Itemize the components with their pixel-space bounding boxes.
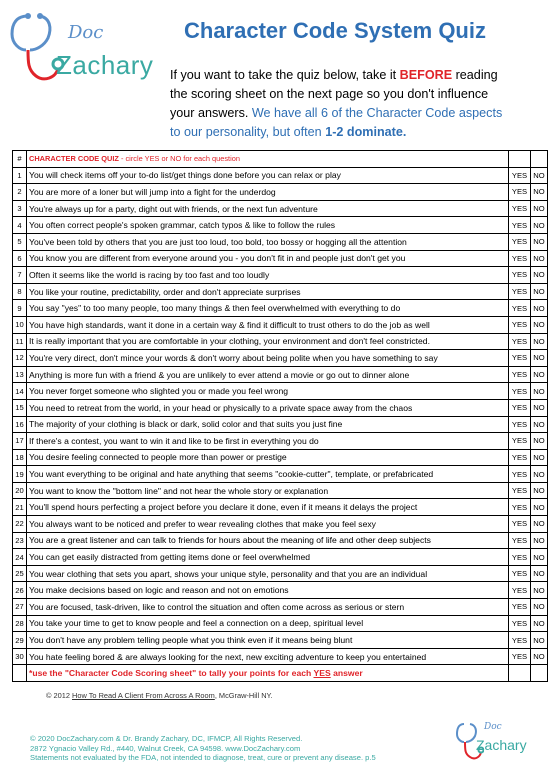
question-text: You'll spend hours perfecting a project before you declare it done, even if it means it delays the project [27, 499, 509, 516]
question-text: You have high standards, want it done in a certain way & find it difficult to trust others to do the job as well [27, 316, 509, 333]
question-text: Anything is more fun with a friend & you are unlikely to ever attend a movie or go out to dinner alone [27, 366, 509, 383]
quiz-row [13, 350, 548, 367]
copyright-block [30, 734, 376, 763]
yes-option[interactable]: YES [509, 383, 531, 400]
footer-num-cell [13, 665, 27, 682]
no-option[interactable]: NO [531, 333, 548, 350]
question-text: You're always up for a party, dight out with friends, or the next fun adventure [27, 200, 509, 217]
question-text: You are focused, task-driven, like to control the situation and often come across as serious or stern [27, 599, 509, 616]
no-option[interactable]: NO [531, 283, 548, 300]
question-number: 14 [13, 383, 27, 400]
citation-pre: © 2012 [46, 691, 72, 700]
no-option[interactable]: NO [531, 200, 548, 217]
question-text: You like your routine, predictability, order and don't appreciate surprises [27, 283, 509, 300]
question-text: You hate feeling bored & are always looking for the next, new exciting adventure to keep you entertained [27, 648, 509, 665]
yes-option[interactable]: YES [509, 316, 531, 333]
no-option[interactable]: NO [531, 466, 548, 483]
question-number: 7 [13, 267, 27, 284]
quiz-row [13, 582, 548, 599]
quiz-header-row [13, 151, 548, 168]
no-option[interactable]: NO [531, 549, 548, 566]
quiz-row [13, 416, 548, 433]
footer-logo [454, 720, 544, 764]
question-number: 25 [13, 565, 27, 582]
question-text: You say "yes" to too many people, too many things & then feel overwhelmed with everything to do [27, 300, 509, 317]
question-text: You make decisions based on logic and reason and not on emotions [27, 582, 509, 599]
question-number: 3 [13, 200, 27, 217]
yes-option[interactable]: YES [509, 615, 531, 632]
intro-text-c: reading the scoring sheet on the next page so you don't influence your answers. [170, 68, 498, 120]
no-option[interactable]: NO [531, 632, 548, 649]
question-number: 30 [13, 648, 27, 665]
question-text: You need to retreat from the world, in your head or physically to a private space away from the chaos [27, 399, 509, 416]
yes-option[interactable]: YES [509, 283, 531, 300]
question-text: You always want to be noticed and prefer to wear revealing clothes that make you feel sexy [27, 516, 509, 533]
yes-option[interactable]: YES [509, 217, 531, 234]
no-option[interactable]: NO [531, 250, 548, 267]
quiz-row [13, 333, 548, 350]
no-option[interactable]: NO [531, 615, 548, 632]
no-option[interactable]: NO [531, 300, 548, 317]
no-option[interactable]: NO [531, 565, 548, 582]
no-header-cell [531, 151, 548, 168]
yes-option[interactable]: YES [509, 200, 531, 217]
question-text: You want to know the "bottom line" and not hear the whole story or explanation [27, 482, 509, 499]
copyright-line-2: 2872 Ygnacio Valley Rd., #440, Walnut Creek, CA 94598. www.DocZachary.com [30, 743, 301, 753]
yes-option[interactable]: YES [509, 399, 531, 416]
book-citation [46, 691, 273, 700]
question-text: You never forget someone who slighted you or made you feel wrong [27, 383, 509, 400]
question-number: 9 [13, 300, 27, 317]
question-text: You will check items off your to-do list/get things done before you can relax or play [27, 167, 509, 184]
quiz-row [13, 449, 548, 466]
no-option[interactable]: NO [531, 350, 548, 367]
question-text: You can get easily distracted from getting items done or feel overwhelmed [27, 549, 509, 566]
no-option[interactable]: NO [531, 482, 548, 499]
question-number: 4 [13, 217, 27, 234]
quiz-row [13, 316, 548, 333]
yes-option[interactable]: YES [509, 333, 531, 350]
yes-option[interactable]: YES [509, 300, 531, 317]
page-title: Character Code System Quiz [184, 18, 486, 43]
no-option[interactable]: NO [531, 648, 548, 665]
copyright-line-3: Statements not evaluated by the FDA, not intended to diagnose, treat, cure or prevent any disease. p.5 [30, 753, 376, 763]
yes-option[interactable]: YES [509, 233, 531, 250]
question-number: 2 [13, 184, 27, 201]
no-option[interactable]: NO [531, 449, 548, 466]
quiz-row [13, 565, 548, 582]
yes-option[interactable]: YES [509, 549, 531, 566]
scoring-note-yes: YES [313, 668, 331, 679]
quiz-row [13, 499, 548, 516]
yes-option[interactable]: YES [509, 267, 531, 284]
quiz-row [13, 267, 548, 284]
quiz-row [13, 366, 548, 383]
no-option[interactable]: NO [531, 233, 548, 250]
yes-option[interactable]: YES [509, 482, 531, 499]
no-option[interactable]: NO [531, 184, 548, 201]
no-option[interactable]: NO [531, 599, 548, 616]
no-option[interactable]: NO [531, 217, 548, 234]
question-number: 12 [13, 350, 27, 367]
logo-name-text: Zachary [56, 50, 154, 80]
yes-option[interactable]: YES [509, 466, 531, 483]
question-text: You don't have any problem telling people what you think even if it means being blunt [27, 632, 509, 649]
no-option[interactable]: NO [531, 499, 548, 516]
quiz-row [13, 200, 548, 217]
quiz-row [13, 599, 548, 616]
yes-option[interactable]: YES [509, 632, 531, 649]
footer-no-cell [531, 665, 548, 682]
intro-dominate-emphasis: 1-2 dominate. [325, 125, 407, 139]
question-number: 16 [13, 416, 27, 433]
no-option[interactable]: NO [531, 316, 548, 333]
scoring-note [27, 665, 509, 682]
quiz-row [13, 383, 548, 400]
question-number: 5 [13, 233, 27, 250]
yes-option[interactable]: YES [509, 565, 531, 582]
quiz-row [13, 217, 548, 234]
yes-option[interactable]: YES [509, 184, 531, 201]
no-option[interactable]: NO [531, 383, 548, 400]
question-number: 29 [13, 632, 27, 649]
no-option[interactable]: NO [531, 399, 548, 416]
yes-option[interactable]: YES [509, 350, 531, 367]
yes-header-cell [509, 151, 531, 168]
yes-option[interactable]: YES [509, 250, 531, 267]
quiz-row [13, 250, 548, 267]
scoring-note-c: answer [330, 668, 363, 679]
question-text: You want everything to be original and hate anything that seems "cookie-cutter", template, or prefabricated [27, 466, 509, 483]
quiz-header [27, 151, 509, 168]
question-number: 27 [13, 599, 27, 616]
no-option[interactable]: NO [531, 416, 548, 433]
question-text: You know you are different from everyone around you - you don't fit in and people just don't get you [27, 250, 509, 267]
intro-aspects-text: We have all 6 of the Character Code aspects to our personality, but often [170, 106, 503, 139]
yes-option[interactable]: YES [509, 167, 531, 184]
question-text: You often correct people's spoken grammar, catch typos & like to follow the rules [27, 217, 509, 234]
yes-option[interactable]: YES [509, 599, 531, 616]
quiz-row [13, 233, 548, 250]
footer-yes-cell [509, 665, 531, 682]
question-text: It is really important that you are comfortable in your clothing, your environment and don't feel constricted. [27, 333, 509, 350]
quiz-footer-row [13, 665, 548, 682]
scoring-note-a: *use the "Character Code Scoring sheet" to tally your points for each [29, 668, 314, 679]
question-text: You are more of a loner but will jump into a fight for the underdog [27, 184, 509, 201]
question-number: 13 [13, 366, 27, 383]
quiz-row [13, 482, 548, 499]
question-number: 21 [13, 499, 27, 516]
quiz-row [13, 532, 548, 549]
intro-before-emphasis: BEFORE [399, 68, 453, 82]
question-number: 24 [13, 549, 27, 566]
question-text: If there's a contest, you want to win it and like to be first in everything you do [27, 433, 509, 450]
yes-option[interactable]: YES [509, 516, 531, 533]
question-number: 18 [13, 449, 27, 466]
yes-option[interactable]: YES [509, 499, 531, 516]
question-number: 11 [13, 333, 27, 350]
quiz-row [13, 466, 548, 483]
question-number: 15 [13, 399, 27, 416]
intro-paragraph [46, 66, 516, 142]
quiz-row [13, 184, 548, 201]
quiz-row [13, 300, 548, 317]
yes-option[interactable]: YES [509, 532, 531, 549]
question-text: You are a great listener and can talk to friends for hours about the meaning of life and other deep subjects [27, 532, 509, 549]
quiz-table [12, 150, 548, 682]
quiz-row [13, 648, 548, 665]
num-header: # [13, 151, 27, 168]
quiz-row [13, 549, 548, 566]
yes-option[interactable]: YES [509, 366, 531, 383]
no-option[interactable]: NO [531, 532, 548, 549]
question-text: You take your time to get to know people and feel a connection on a deep, spiritual level [27, 615, 509, 632]
footer-logo-name: Zachary [476, 737, 527, 753]
question-number: 22 [13, 516, 27, 533]
copyright-line-1: © 2020 DocZachary.com & Dr. Brandy Zachary, DC, IFMCP, All Rights Reserved. [30, 734, 303, 743]
question-number: 1 [13, 167, 27, 184]
quiz-row [13, 632, 548, 649]
quiz-row [13, 433, 548, 450]
quiz-row [13, 615, 548, 632]
intro-text-a: If you want to take the quiz below, take it [170, 68, 400, 82]
yes-option[interactable]: YES [509, 648, 531, 665]
yes-option[interactable]: YES [509, 416, 531, 433]
question-number: 17 [13, 433, 27, 450]
no-option[interactable]: NO [531, 267, 548, 284]
question-text: Often it seems like the world is racing by too fast and too loudly [27, 267, 509, 284]
question-number: 19 [13, 466, 27, 483]
footer-logo-doc: Doc [484, 722, 502, 732]
yes-option[interactable]: YES [509, 433, 531, 450]
no-option[interactable]: NO [531, 366, 548, 383]
no-option[interactable]: NO [531, 516, 548, 533]
quiz-header-sub: - circle YES or NO for each question [118, 154, 240, 164]
question-text: You desire feeling connected to people more than power or prestige [27, 449, 509, 466]
no-option[interactable]: NO [531, 433, 548, 450]
question-text: The majority of your clothing is black or dark, solid color and that suits you just fine [27, 416, 509, 433]
question-text: You're very direct, don't mince your words & don't worry about being polite when you have something to say [27, 350, 509, 367]
quiz-row [13, 167, 548, 184]
yes-option[interactable]: YES [509, 449, 531, 466]
no-option[interactable]: NO [531, 582, 548, 599]
citation-title: How To Read A Client From Across A Room [72, 691, 215, 700]
yes-option[interactable]: YES [509, 582, 531, 599]
question-number: 28 [13, 615, 27, 632]
question-number: 20 [13, 482, 27, 499]
citation-post: , McGraw-Hill NY. [214, 691, 273, 700]
question-number: 6 [13, 250, 27, 267]
quiz-row [13, 516, 548, 533]
question-number: 10 [13, 316, 27, 333]
quiz-row [13, 283, 548, 300]
no-option[interactable]: NO [531, 167, 548, 184]
quiz-row [13, 399, 548, 416]
question-number: 23 [13, 532, 27, 549]
logo-doc-text: Doc [68, 22, 104, 43]
intro-line [46, 66, 516, 142]
question-number: 26 [13, 582, 27, 599]
question-text: You wear clothing that sets you apart, shows your unique style, personality and that you are an individual [27, 565, 509, 582]
question-number: 8 [13, 283, 27, 300]
question-text: You've been told by others that you are just too loud, too bold, too bossy or hogging all the attention [27, 233, 509, 250]
quiz-header-title: CHARACTER CODE QUIZ [29, 154, 119, 164]
